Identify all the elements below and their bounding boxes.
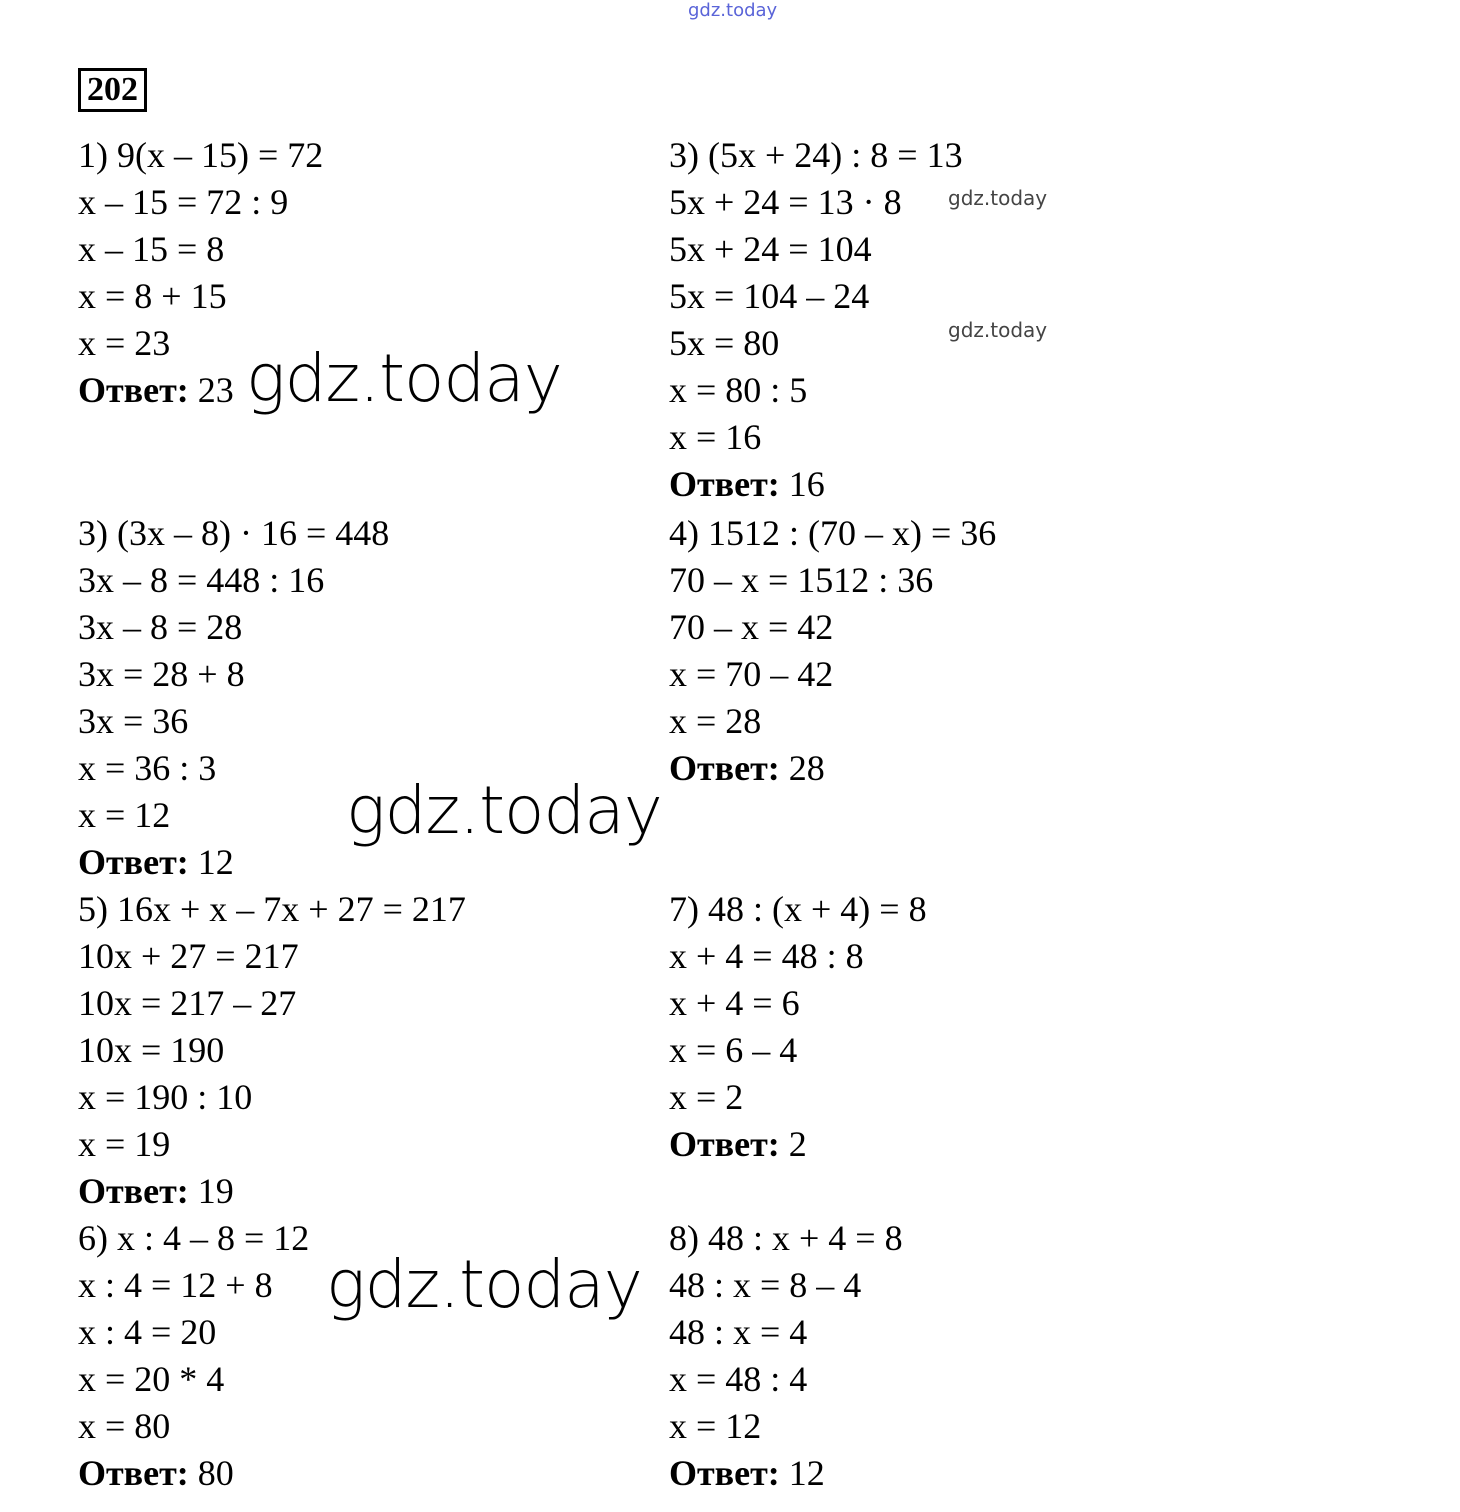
- equation-line: x = 36 : 3: [78, 748, 217, 788]
- equation-line: 3) (5x + 24) : 8 = 13: [669, 135, 963, 175]
- watermark-large: gdz.today: [346, 772, 662, 849]
- equation-line: 3x – 8 = 448 : 16: [78, 560, 325, 600]
- answer-value: 23: [197, 370, 234, 410]
- equation-line: x = 8 + 15: [78, 276, 227, 316]
- equation-line: 3x = 36: [78, 701, 189, 741]
- answer-label: Ответ:: [669, 464, 780, 504]
- equation-line: 4) 1512 : (70 – x) = 36: [669, 513, 997, 553]
- equation-line: x = 2: [669, 1077, 744, 1117]
- equation-line: 70 – x = 1512 : 36: [669, 560, 934, 600]
- solution-block-5: [78, 886, 466, 1215]
- equation-line: x = 12: [669, 1406, 762, 1446]
- equation-line: x = 23: [78, 323, 171, 363]
- equation-line: 5x + 24 = 104: [669, 229, 872, 269]
- answer-line: [669, 1121, 927, 1168]
- equation-line: 5x + 24 = 13 · 8: [669, 182, 902, 222]
- answer-value: 2: [788, 1124, 807, 1164]
- equation-line: x = 12: [78, 795, 171, 835]
- answer-value: 12: [788, 1453, 825, 1493]
- watermark-top: gdz.today: [688, 0, 778, 21]
- answer-line: [78, 839, 389, 886]
- watermark-small: gdz.today: [948, 318, 1048, 342]
- answer-value: 16: [788, 464, 825, 504]
- solution-block-7: [78, 1215, 309, 1497]
- solution-block-2: [669, 132, 963, 508]
- equation-line: x = 48 : 4: [669, 1359, 808, 1399]
- equation-line: 48 : x = 8 – 4: [669, 1265, 862, 1305]
- equation-line: x = 6 – 4: [669, 1030, 798, 1070]
- equation-line: x + 4 = 6: [669, 983, 800, 1023]
- watermark-large: gdz.today: [246, 340, 562, 417]
- equation-line: x = 28: [669, 701, 762, 741]
- answer-line: [78, 1168, 466, 1215]
- watermark-large: gdz.today: [326, 1246, 642, 1323]
- answer-label: Ответ:: [78, 370, 189, 410]
- equation-line: x – 15 = 72 : 9: [78, 182, 289, 222]
- solution-block-8: [669, 1215, 903, 1497]
- answer-value: 12: [197, 842, 234, 882]
- equation-line: x = 16: [669, 417, 762, 457]
- equation-line: 10x = 190: [78, 1030, 225, 1070]
- equation-line: x = 80 : 5: [669, 370, 808, 410]
- equation-line: 5x = 104 – 24: [669, 276, 870, 316]
- equation-line: 3x = 28 + 8: [78, 654, 245, 694]
- equation-line: 8) 48 : x + 4 = 8: [669, 1218, 903, 1258]
- equation-line: 10x + 27 = 217: [78, 936, 299, 976]
- watermark-small: gdz.today: [948, 186, 1048, 210]
- equation-line: 3) (3x – 8) · 16 = 448: [78, 513, 390, 553]
- solution-block-4: [669, 510, 996, 792]
- answer-value: 80: [197, 1453, 234, 1493]
- equation-line: x : 4 = 20: [78, 1312, 217, 1352]
- answer-line: [669, 461, 963, 508]
- equation-line: x + 4 = 48 : 8: [669, 936, 864, 976]
- equation-line: x – 15 = 8: [78, 229, 225, 269]
- answer-line: [669, 1450, 903, 1497]
- answer-label: Ответ:: [78, 842, 189, 882]
- equation-line: x = 20 * 4: [78, 1359, 225, 1399]
- equation-line: x = 190 : 10: [78, 1077, 253, 1117]
- equation-line: 10x = 217 – 27: [78, 983, 297, 1023]
- answer-label: Ответ:: [669, 1124, 780, 1164]
- problem-number: 202: [78, 68, 147, 112]
- answer-label: Ответ:: [78, 1453, 189, 1493]
- equation-line: x : 4 = 12 + 8: [78, 1265, 273, 1305]
- equation-line: x = 80: [78, 1406, 171, 1446]
- solution-block-3: [78, 510, 389, 886]
- answer-line: [78, 1450, 309, 1497]
- equation-line: x = 19: [78, 1124, 171, 1164]
- equation-line: 1) 9(x – 15) = 72: [78, 135, 324, 175]
- answer-value: 19: [197, 1171, 234, 1211]
- answer-line: [669, 745, 996, 792]
- solution-block-6: [669, 886, 927, 1168]
- answer-label: Ответ:: [669, 748, 780, 788]
- equation-line: x = 70 – 42: [669, 654, 834, 694]
- equation-line: 5x = 80: [669, 323, 780, 363]
- equation-line: 3x – 8 = 28: [78, 607, 243, 647]
- equation-line: 5) 16x + x – 7x + 27 = 217: [78, 889, 466, 929]
- answer-label: Ответ:: [78, 1171, 189, 1211]
- answer-value: 28: [788, 748, 825, 788]
- equation-line: 48 : x = 4: [669, 1312, 808, 1352]
- equation-line: 6) x : 4 – 8 = 12: [78, 1218, 310, 1258]
- equation-line: 7) 48 : (x + 4) = 8: [669, 889, 927, 929]
- equation-line: 70 – x = 42: [669, 607, 834, 647]
- answer-label: Ответ:: [669, 1453, 780, 1493]
